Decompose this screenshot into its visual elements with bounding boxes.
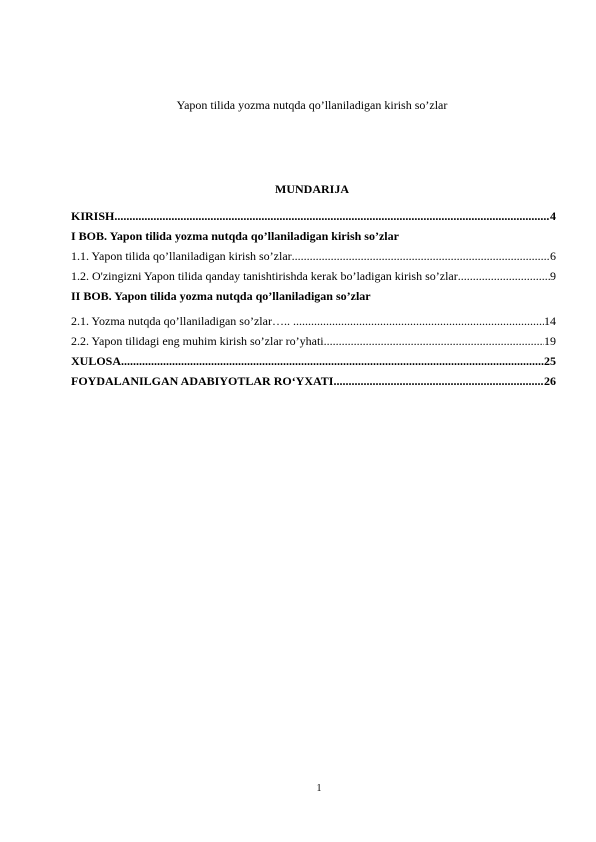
toc-entry-title: XULOSA	[71, 354, 122, 368]
toc-entry-page: 6	[550, 249, 556, 263]
toc-entry-page: 4	[550, 209, 556, 223]
toc-entry-xulosa	[71, 351, 556, 371]
toc-entry-title: I BOB. Yapon tilida yozma nutqda qo’llaniladigan kirish so’zlar	[71, 229, 399, 243]
toc-entry-section-1-2	[71, 266, 556, 286]
toc-dot-leader	[121, 351, 544, 371]
toc-entry-title: FOYDALANILGAN ADABIYOTLAR RO‘YXATI	[71, 374, 334, 388]
toc-entry-references	[71, 371, 556, 391]
toc-dot-leader	[114, 206, 550, 226]
table-of-contents	[71, 206, 556, 391]
toc-entry-chapter-1	[71, 226, 556, 246]
toc-entry-page: 19	[544, 334, 556, 348]
toc-entry-section-2-2	[71, 331, 556, 351]
toc-entry-title: 1.1. Yapon tilida qo’llaniladigan kirish so’zlar	[71, 249, 292, 263]
toc-dot-leader	[324, 331, 544, 351]
toc-entry-title: 2.1. Yozma nutqda qo’llaniladigan so’zlar….. .	[71, 314, 296, 328]
toc-dot-leader	[333, 371, 544, 391]
toc-entry-page: 25	[544, 354, 556, 368]
toc-entry-page: 14	[544, 314, 556, 328]
toc-heading: MUNDARIJA	[275, 182, 349, 196]
toc-entry-section-2-1	[71, 311, 556, 331]
toc-dot-leader	[296, 311, 544, 331]
page-number: 1	[316, 783, 322, 794]
document-title: Yapon tilida yozma nutqda qo’llaniladigan kirish so’zlar	[176, 98, 448, 112]
toc-entry-page: 9	[550, 269, 556, 283]
toc-entry-title: 1.2. O'zingizni Yapon tilida qanday tanishtirishda kerak bo’ladigan kirish so’zlar	[71, 269, 458, 283]
toc-entry-kirish	[71, 206, 556, 226]
toc-dot-leader	[292, 246, 550, 266]
toc-entry-title: II BOB. Yapon tilida yozma nutqda qo’llaniladigan so’zlar	[71, 289, 371, 303]
toc-entry-chapter-2	[71, 286, 556, 306]
toc-dot-leader	[458, 266, 550, 286]
toc-entry-title: 2.2. Yapon tilidagi eng muhim kirish so’zlar ro’yhati	[71, 334, 324, 348]
toc-entry-title: KIRISH	[71, 209, 115, 223]
toc-entry-section-1-1	[71, 246, 556, 266]
toc-entry-page: 26	[544, 374, 556, 388]
